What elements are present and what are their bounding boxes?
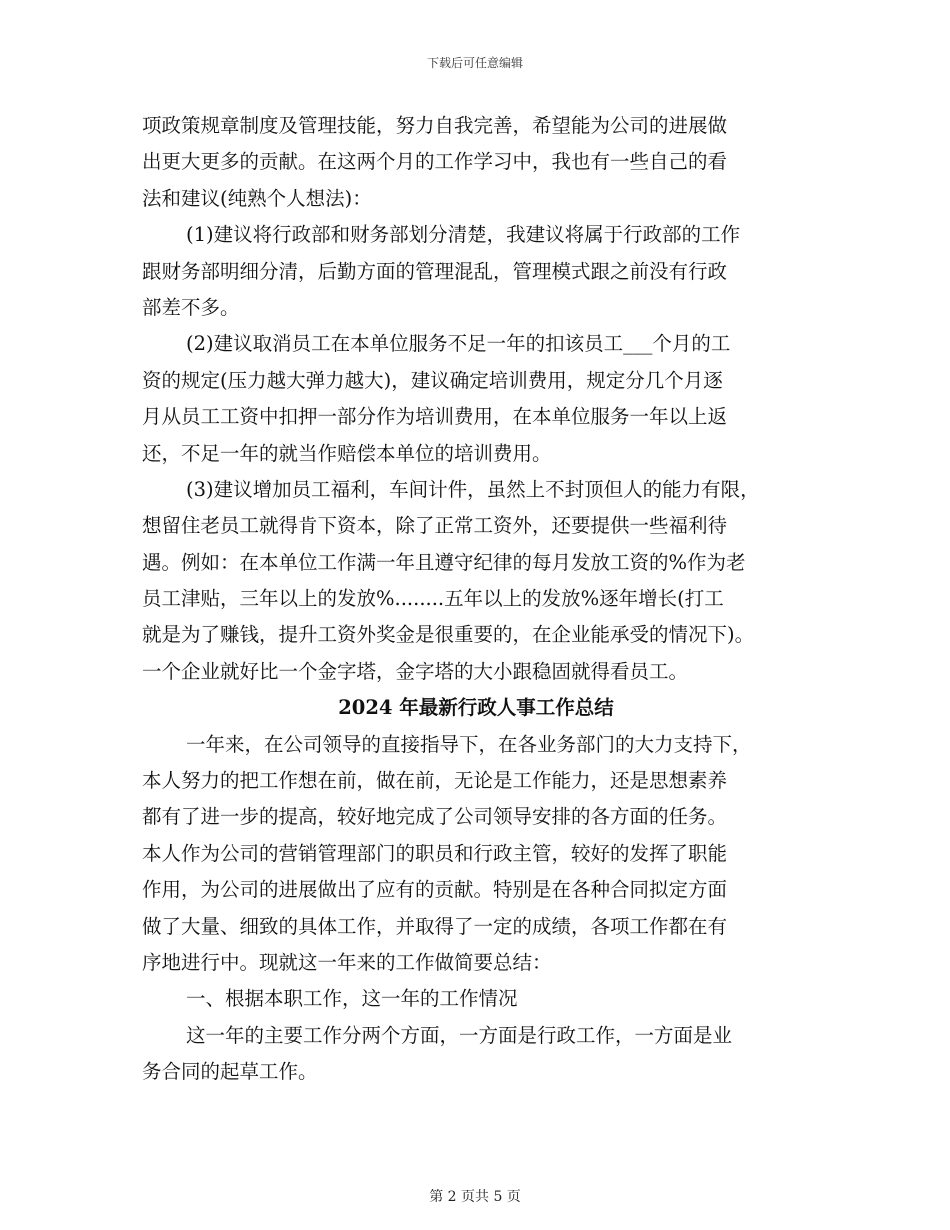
- text-line: 遇。例如：在本单位工作满一年且遵守纪律的每月发放工资的%作为老: [142, 550, 746, 574]
- text-line: (3)建议增加员工福利，车间计件，虽然上不封顶但人的能力有限，: [186, 477, 760, 501]
- text-line: (1)建议将行政部和财务部划分清楚，我建议将属于行政部的工作: [186, 223, 741, 247]
- text-line: 出更大更多的贡献。在这两个月的工作学习中，我也有一些自己的看: [142, 150, 728, 174]
- text-line: 这一年的主要工作分两个方面，一方面是行政工作，一方面是业: [186, 1023, 733, 1047]
- text-line: 项政策规章制度及管理技能，努力自我完善，希望能为公司的进展做: [142, 114, 728, 137]
- text-line: 序地进行中。现就这一年来的工作做简要总结：: [142, 950, 552, 974]
- text-line: 员工津贴，三年以上的发放%........五年以上的发放%逐年增长(打工: [142, 587, 724, 611]
- page-footer: 第 2 页共 5 页: [429, 1189, 521, 1205]
- text-line: 作用，为公司的进展做出了应有的贡献。特别是在各种合同拟定方面: [142, 878, 728, 902]
- text-line: 还，不足一年的就当作赔偿本单位的培训费用。: [142, 441, 552, 465]
- text-line: 就是为了赚钱，提升工资外奖金是很重要的，在企业能承受的情况下)。: [142, 623, 755, 647]
- text-line: 资的规定(压力越大弹力越大)，建议确定培训费用，规定分几个月逐: [142, 368, 723, 392]
- text-line: 一、根据本职工作，这一年的工作情况: [186, 987, 518, 1011]
- text-line: 本人努力的把工作想在前，做在前，无论是工作能力，还是思想素养: [142, 769, 728, 793]
- text-line: 做了大量、细致的具体工作，并取得了一定的成绩，各项工作都在有: [142, 914, 728, 938]
- page-header: 下载后可任意编辑: [426, 56, 523, 70]
- text-line: 本人作为公司的营销管理部门的职员和行政主管，较好的发挥了职能: [142, 841, 728, 865]
- text-line: 务合同的起草工作。: [142, 1060, 318, 1084]
- text-line: 都有了进一步的提高，较好地完成了公司领导安排的各方面的任务。: [142, 805, 728, 829]
- text-line: 一个企业就好比一个金字塔，金字塔的大小跟稳固就得看员工。: [142, 659, 689, 683]
- text-line: 月从员工工资中扣押一部分作为培训费用，在本单位服务一年以上返: [142, 405, 728, 429]
- text-line: 跟财务部明细分清，后勤方面的管理混乱，管理模式跟之前没有行政: [142, 259, 728, 283]
- text-line: (2)建议取消员工在本单位服务不足一年的扣该员工___个月的工: [186, 332, 731, 356]
- text-line: 部差不多。: [142, 295, 240, 319]
- section-title: 2024 年最新行政人事工作总结: [338, 696, 614, 720]
- text-line: 一年来，在公司领导的直接指导下，在各业务部门的大力支持下，: [186, 732, 752, 756]
- text-line: 法和建议(纯熟个人想法)：: [142, 186, 372, 210]
- document-body: [142, 108, 810, 1091]
- text-line: 想留住老员工就得肯下资本，除了正常工资外，还要提供一些福利待: [142, 514, 728, 538]
